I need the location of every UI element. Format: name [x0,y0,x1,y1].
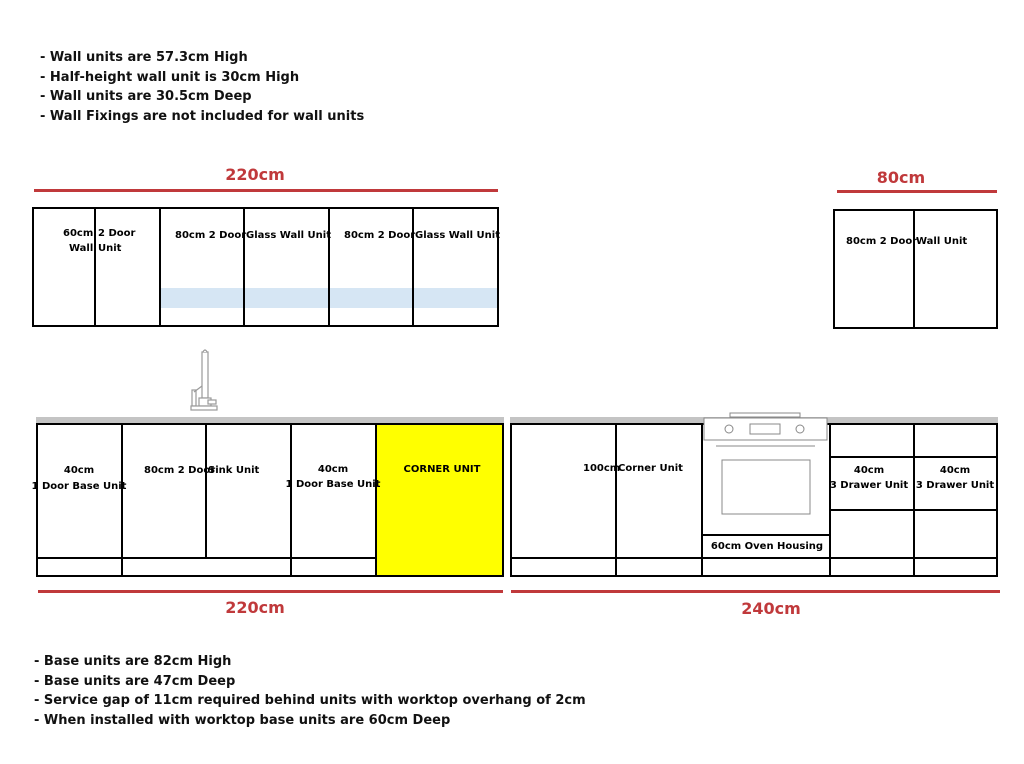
wall-note: - Wall units are 30.5cm Deep [40,89,252,104]
wall-right-dimension-label: 80cm [876,168,926,187]
base-unit-40-label: 1 Door Base Unit [285,479,381,490]
wall-unit-60-label: 60cm [63,228,94,239]
wall-note: - Wall Fixings are not included for wall units [40,108,365,124]
wall-left-dimension-line [34,189,498,192]
drawer-line [829,509,998,511]
divider [913,423,915,577]
divider [94,207,96,327]
divider [290,423,292,577]
corner-unit-100-label: Corner Unit [618,463,683,474]
drawer-unit-label: 40cm [853,465,885,476]
base-left-dimension-label: 220cm [225,598,285,617]
base-note: - Base units are 47cm Deep [34,673,236,689]
corner-unit-label: CORNER UNIT [403,464,481,475]
oven-icon [702,410,829,534]
tap-icon [186,348,222,414]
wall-unit-60-label: 2 Door [98,228,136,239]
glass-wall-unit-label: 80cm 2 Door [175,230,247,241]
base-unit-40-label: 1 Door Base Unit [31,481,127,492]
divider [121,423,123,577]
base-unit-40-label: 40cm [63,465,95,476]
sink-unit-label: Sink Unit [208,465,260,476]
corner-unit [375,423,504,577]
wall-units-left-run [32,207,499,327]
divider [829,423,831,577]
divider [412,207,414,327]
base-left-dimension-line [38,590,503,593]
wall-unit-80-label: 80cm 2 Door [846,236,918,247]
oven-housing-line [701,534,830,536]
wall-unit-notes [40,48,364,126]
glass-wall-unit-label: Glass Wall Unit [246,230,331,241]
base-note: - Service gap of 11cm required behind units with worktop overhang of 2cm [34,693,586,708]
drawer-unit-label: 3 Drawer Unit [829,480,909,491]
divider [913,209,915,329]
base-unit-40-label: 40cm [317,464,349,475]
glass-wall-unit-label: 80cm 2 Door [344,230,416,241]
divider [159,207,161,327]
divider [243,207,245,327]
sink-unit-label: 80cm 2 Door [144,465,216,476]
corner-unit-100-label: 100cm [583,463,621,474]
wall-unit-80-label: Wall Unit [916,236,968,247]
base-unit-notes [34,652,586,730]
divider [615,423,617,577]
base-note: - Base units are 82cm High [34,654,232,669]
base-note: - When installed with worktop base units are 60cm Deep [34,712,451,728]
wall-note: - Wall units are 57.3cm High [40,50,248,65]
glass-wall-unit-label: Glass Wall Unit [415,230,500,241]
drawer-unit-label: 3 Drawer Unit [915,480,995,491]
oven-housing-label: 60cm Oven Housing [710,541,824,552]
drawer-line [829,456,998,458]
divider [328,207,330,327]
wall-left-dimension-label: 220cm [225,165,285,184]
wall-right-dimension-line [837,190,997,193]
wall-unit-right [833,209,998,329]
plinth-line [510,557,998,559]
wall-note: - Half-height wall unit is 30cm High [40,69,300,85]
drawer-unit-label: 40cm [939,465,971,476]
base-right-dimension-line [511,590,1000,593]
base-right-dimension-label: 240cm [741,599,801,618]
divider [205,423,207,558]
wall-unit-60-label: Wall [69,243,94,254]
wall-unit-60-label: Unit [98,243,122,254]
